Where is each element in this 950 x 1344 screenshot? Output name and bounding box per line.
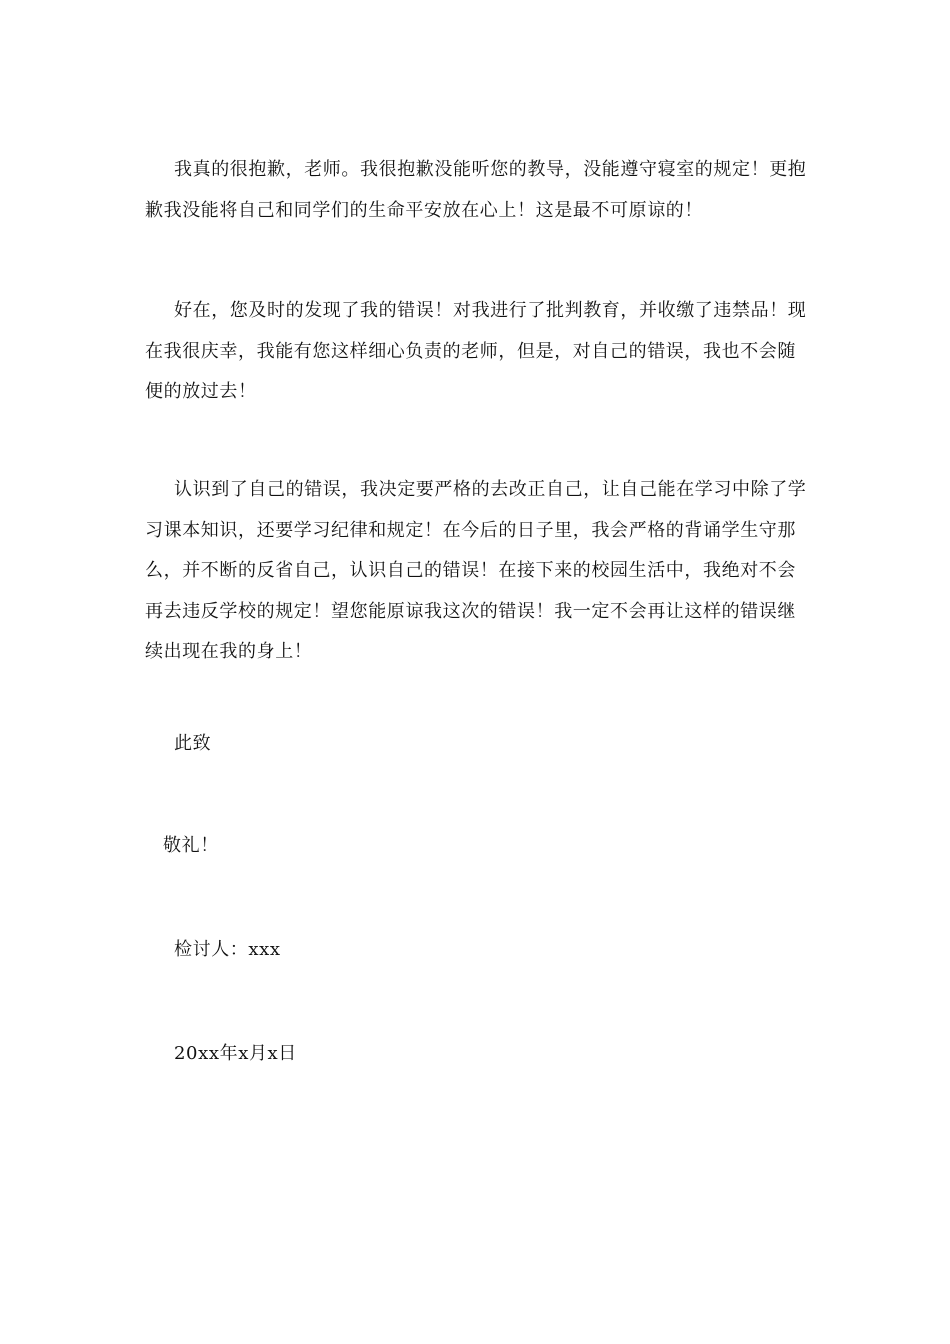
- closing-regards: 敬礼！: [163, 835, 219, 856]
- paragraph-resolution: 认识到了自己的错误，我决定要严格的去改正自己，让自己能在学习中除了学习课本知识，还要学习纪律和规定！在今后的日子里，我会严格的背诵学生守那么，并不断的反省自己，认识自己的错误！在接下来的校园生活中，我绝对不会再去违反学校的规定！望您能原谅我这次的错误！我一定不会再让这样的错误继续出现在我的身上！: [145, 479, 807, 662]
- paragraph-discovery: 好在，您及时的发现了我的错误！对我进行了批判教育，并收缴了违禁品！现在我很庆幸，我能有您这样细心负责的老师，但是，对自己的错误，我也不会随便的放过去！: [145, 300, 807, 402]
- signature-date: 20xx年x月x日: [174, 1043, 297, 1064]
- closing-salutation: 此致: [174, 733, 212, 754]
- paragraph-apology: 我真的很抱歉，老师。我很抱歉没能听您的教导，没能遵守寝室的规定！更抱歉我没能将自己和同学们的生命平安放在心上！这是最不可原谅的！: [145, 159, 807, 221]
- signer-name: 检讨人：xxx: [174, 939, 281, 960]
